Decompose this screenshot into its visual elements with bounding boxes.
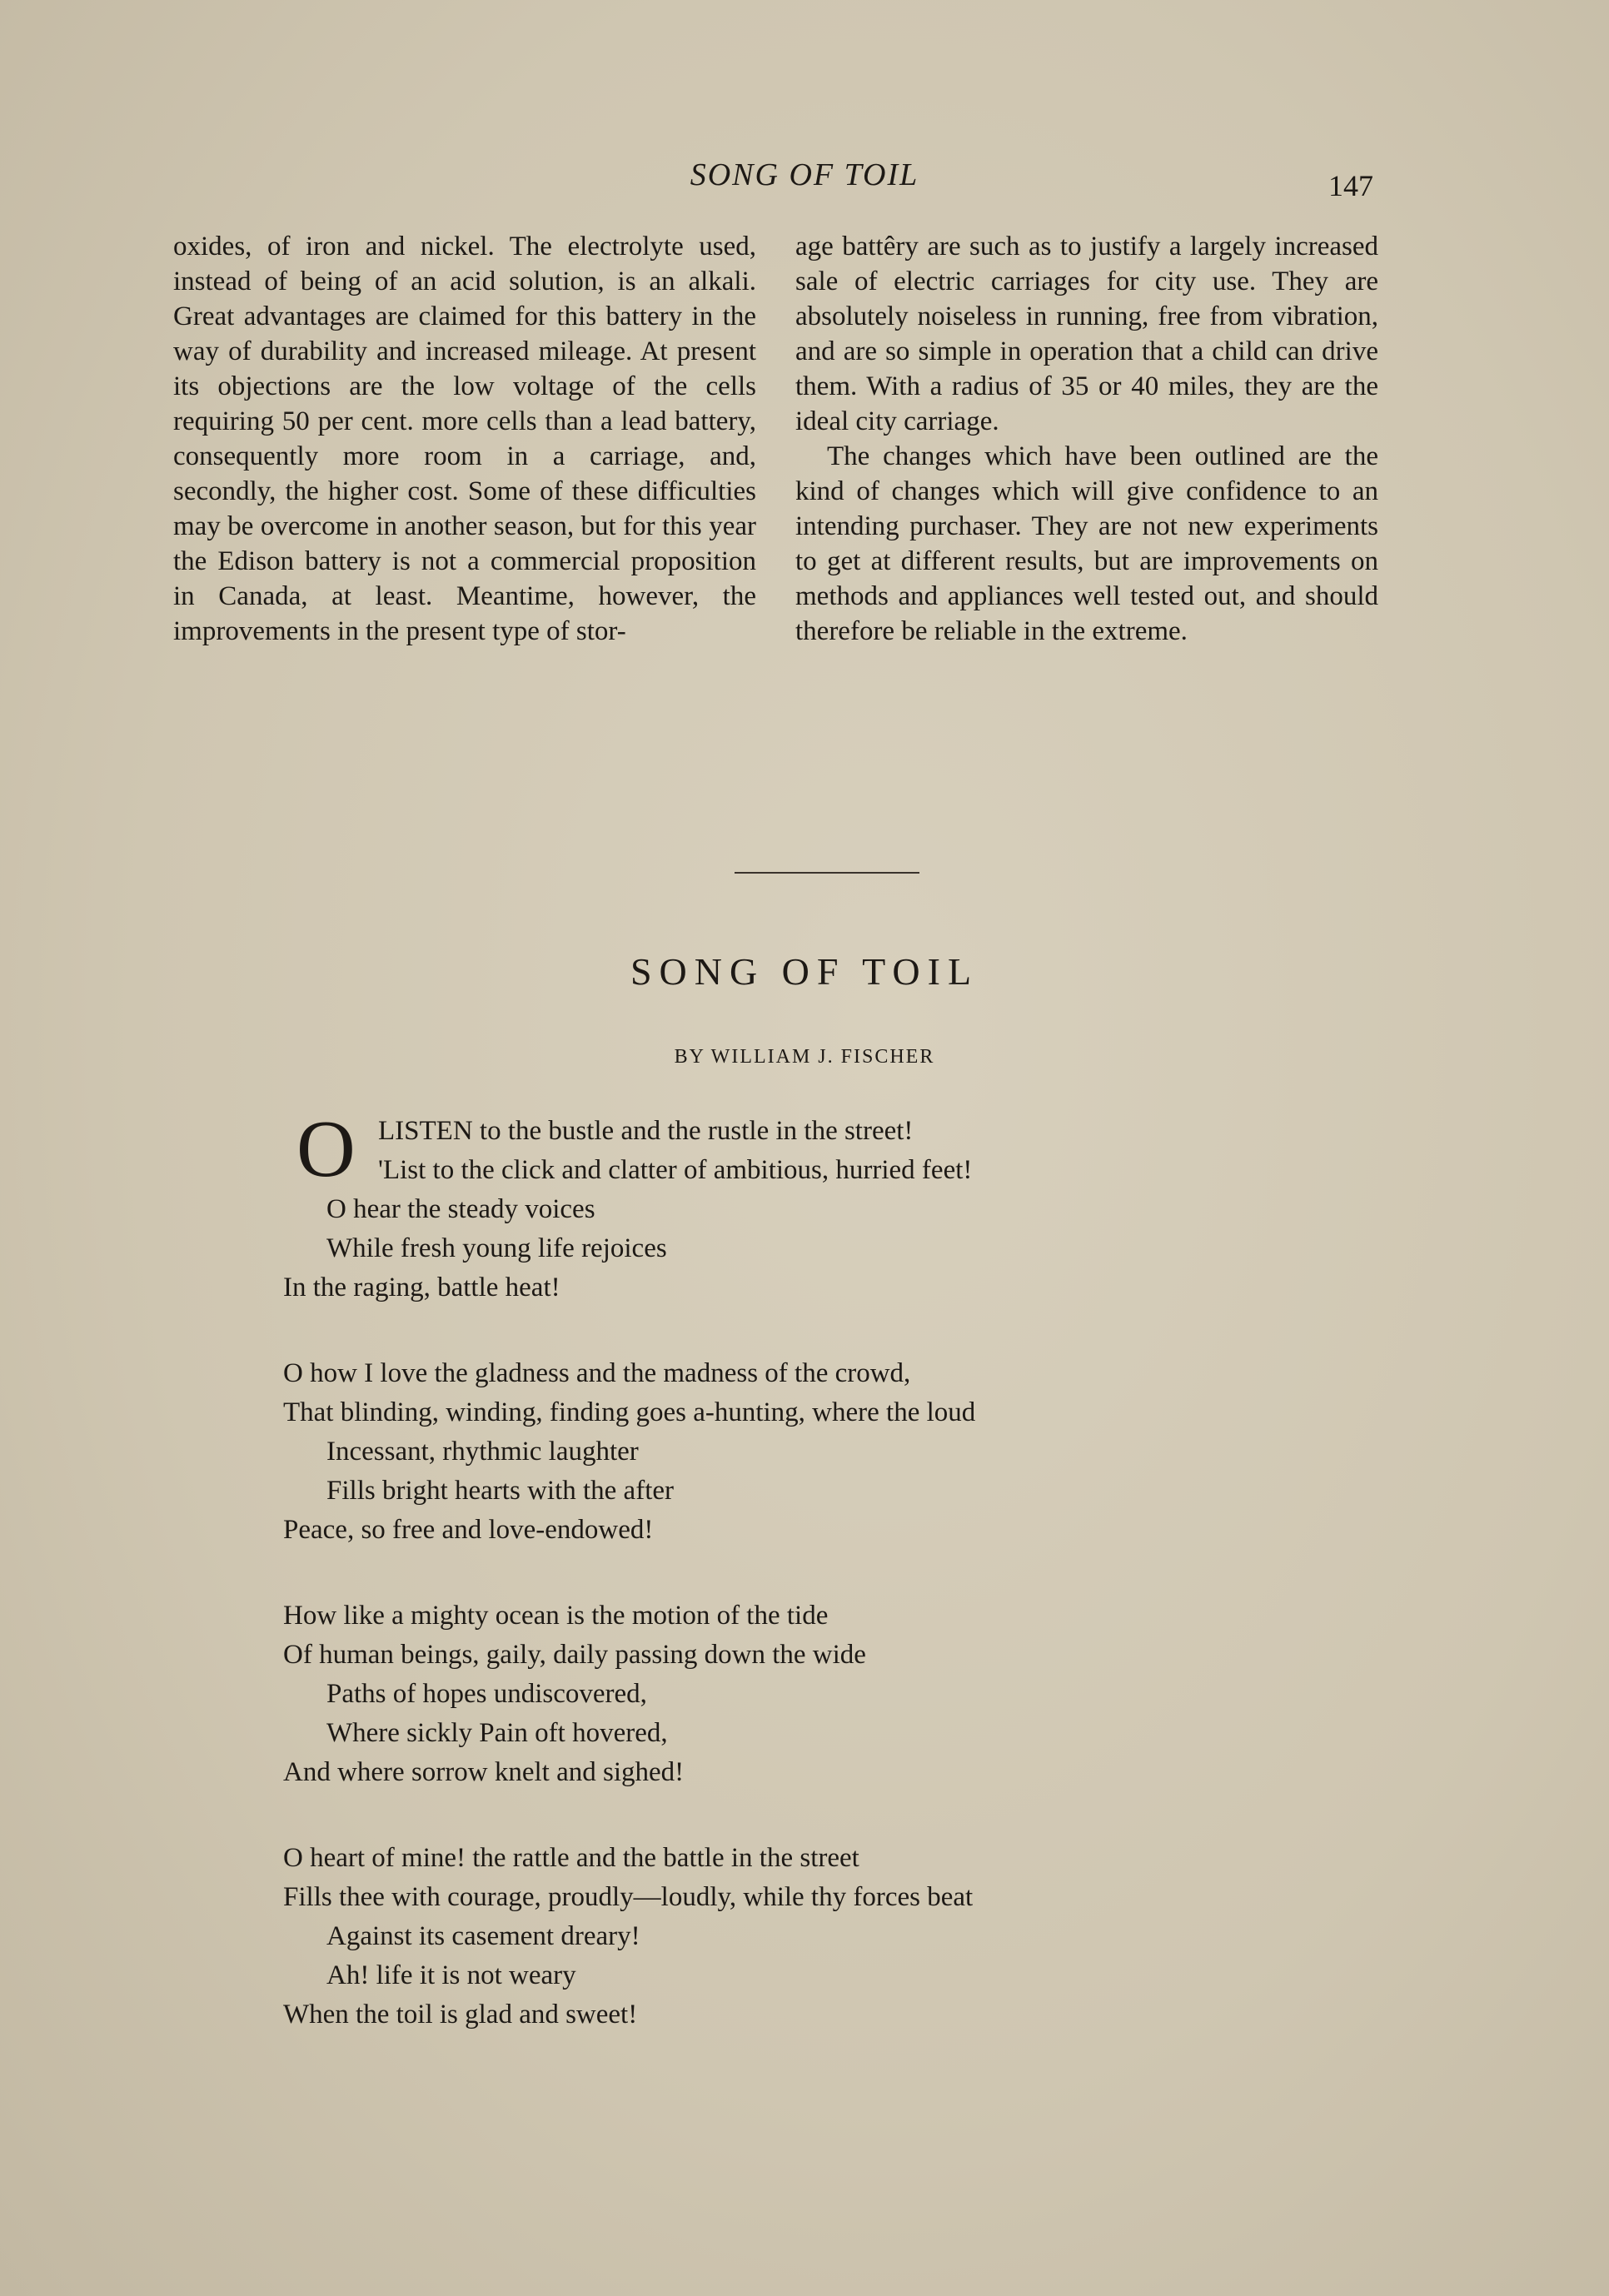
poem-line: 'List to the click and clatter of ambitious, hurried feet! xyxy=(378,1155,973,1185)
article-left-column xyxy=(173,229,756,649)
poem-line: Fills thee with courage, proudly—loudly, while thy forces beat xyxy=(283,1882,974,1912)
poem-line: Of human beings, gaily, daily passing down the wide xyxy=(283,1640,866,1670)
poem-line: Peace, so free and love-endowed! xyxy=(283,1515,654,1545)
poem-line: While fresh young life rejoices xyxy=(326,1233,667,1263)
article-paragraph: age battêry are such as to justify a largely increased sale of electric carriages for city use. They are absolutely noiseless in running, free from vibration, and are so simple in operation that a child can drive them. With a radius of 35 or 40 miles, they are the ideal city carriage. xyxy=(795,232,1378,436)
poem-line: LISTEN to the bustle and the rustle in the street! xyxy=(378,1116,914,1146)
poem-line: Ah! life it is not weary xyxy=(326,1960,576,1990)
poem-line: When the toil is glad and sweet! xyxy=(283,2000,638,2030)
poem-stanza xyxy=(283,1354,1366,1550)
running-head: SONG OF TOIL xyxy=(690,157,919,192)
poem-line: That blinding, winding, finding goes a-hunting, where the loud xyxy=(283,1397,976,1427)
article-paragraph: oxides, of iron and nickel. The electrolyte used, instead of being of an acid solution, is an alkali. Great advantages are claimed for this battery in the way of durability and increased mileage. At present its objections are the low voltage of the cells requiring 50 per cent. more cells than a lead battery, consequently more room in a carriage, and, secondly, the higher cost. Some of these difficulties may be overcome in another season, but for this year the Edison battery is not a commercial proposition in Canada, at least. Meantime, however, the improvements in the present type of stor- xyxy=(173,232,756,646)
poem-line: In the raging, battle heat! xyxy=(283,1273,560,1302)
section-divider xyxy=(735,872,919,874)
poem-line: O how I love the gladness and the madness of the crowd, xyxy=(283,1358,911,1388)
page-number: 147 xyxy=(1328,169,1373,202)
article-paragraph: The changes which have been outlined are the kind of changes which will give confidence to an intending purchaser. They are not new experiments to get at different results, but are improvements on methods and appliances well tested out, and should therefore be reliable in the extreme. xyxy=(795,441,1378,646)
poem-line: Paths of hopes undiscovered, xyxy=(326,1679,647,1709)
drop-cap: O xyxy=(296,1104,356,1194)
poem-line: Where sickly Pain oft hovered, xyxy=(326,1718,668,1748)
poem-line: How like a mighty ocean is the motion of the tide xyxy=(283,1601,829,1631)
poem-stanza xyxy=(283,1104,1366,1307)
poem-title: SONG OF TOIL xyxy=(630,950,979,993)
poem-line: O heart of mine! the rattle and the battle in the street xyxy=(283,1843,859,1873)
poem-line: Against its casement dreary! xyxy=(326,1921,640,1951)
poem-body xyxy=(283,1104,1366,2081)
poem-byline: BY WILLIAM J. FISCHER xyxy=(674,1046,935,1068)
poem-stanza xyxy=(283,1839,1366,2035)
poem-line: O hear the steady voices xyxy=(326,1194,595,1224)
article-right-column xyxy=(795,229,1378,649)
poem-line: And where sorrow knelt and sighed! xyxy=(283,1757,685,1787)
poem-line: Fills bright hearts with the after xyxy=(326,1476,674,1506)
poem-stanza xyxy=(283,1596,1366,1792)
poem-line: Incessant, rhythmic laughter xyxy=(326,1437,639,1467)
